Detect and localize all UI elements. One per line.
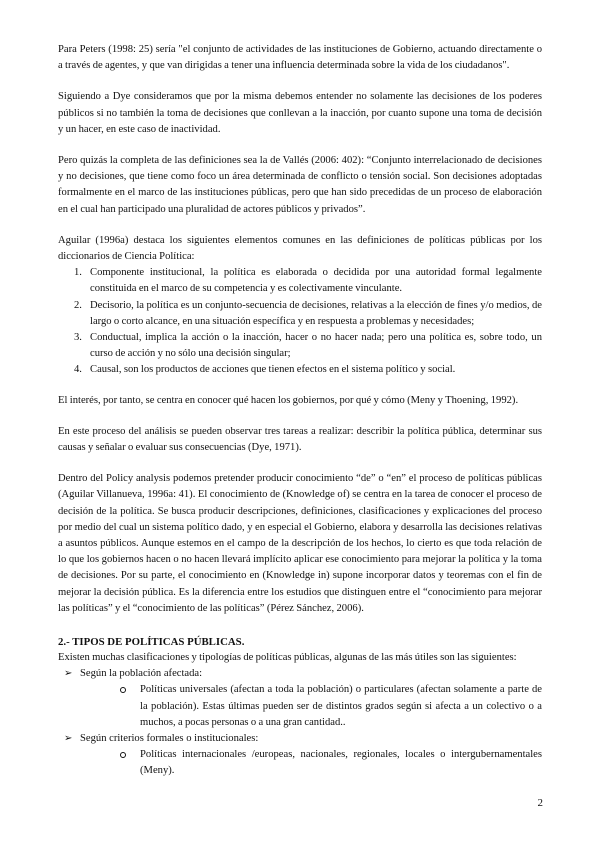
section-intro: Existen muchas clasificaciones y tipologías de políticas públicas, algunas de las más útiles son las siguientes: <box>58 652 517 664</box>
page-number: 2 <box>537 797 543 809</box>
types-sublist <box>80 747 542 779</box>
list-item-number: 2. <box>74 299 82 311</box>
sub-list-item-text: Políticas universales (afectan a toda la población) o particulares (afectan solamente a parte de la población). Estas últimas pueden ser de distintos grados según si afecta a un colectivo o a muchos, a pocas personas o a una gran cantidad.. <box>140 684 542 728</box>
arrow-bullet-icon: ➢ <box>64 732 73 744</box>
paragraph-policy-analysis: Dentro del Policy analysis podemos pretender producir conocimiento “de” o “en” el proceso de políticas públicas (Aguilar Villanueva, 1996a: 41). El conocimiento de (Knowledge of) se centra en la tarea de conocer el proceso de decisión de la política. Se busca producir descripciones, definiciones, clasificaciones y explicaciones del proceso por medio del cual un sistema político dado, y en especial el Gobierno, elabora y desarrolla las decisiones relativas a asuntos públicos. Aunque estemos en el campo de la descripción de los hechos, lo cierto es que toda relación de lo que los gobiernos hacen o no hacen llevará implícito aplicar ese conocimiento para mejorar la política y la toma de decisiones. Por su parte, el conocimiento en (Knowledge in) supone incorporar datos y teoremas con el fin de mejorar la decisión pública. Es la diferencia entre los estudios que distinguen entre el “conocimiento para mejorar las políticas” y el “conocimiento de las políticas” (Pérez Sánchez, 2006). <box>58 473 542 614</box>
sub-list-item <box>106 747 542 779</box>
types-sublist <box>80 682 542 731</box>
paragraph-aguilar-intro: Aguilar (1996a) destaca los siguientes elementos comunes en las definiciones de políticas públicas por los diccionarios de Ciencia Política: <box>58 234 542 263</box>
list-item <box>58 298 542 330</box>
list-item <box>58 265 542 297</box>
types-group-label: Según criterios formales o institucionales: <box>80 732 259 744</box>
circle-bullet-icon <box>120 687 126 693</box>
types-group <box>58 666 542 731</box>
list-item-text: Componente institucional, la política es elaborada o decidida por una autoridad formal legalmente constituida en el marco de su competencia y es colectivamente vinculante. <box>90 267 542 295</box>
types-list <box>58 666 542 779</box>
elements-list <box>58 265 542 378</box>
list-item-text: Conductual, implica la acción o la inacción, hacer o no hacer nada; pero una política es, sobre todo, un curso de acción y no sólo una decisión singular; <box>90 332 542 360</box>
page-body <box>58 42 542 779</box>
list-item <box>58 330 542 362</box>
paragraph-proceso: En este proceso del análisis se pueden observar tres tareas a realizar: describir la política pública, determinar sus causas y señalar o evaluar sus consecuencias (Dye, 1971). <box>58 425 542 454</box>
list-item <box>58 362 542 378</box>
list-item-text: Decisorio, la política es un conjunto-secuencia de decisiones, relativas a la elección de fines y/o medios, de largo o corto alcance, en una situación específica y en respuesta a problemas y necesidades; <box>90 299 542 327</box>
paragraph-dye: Siguiendo a Dye consideramos que por la misma debemos entender no solamente las decisiones de los poderes públicos si no también la toma de decisiones que conllevan a la inacción, por cuanto supone una toma de decisión y un hacer, en este caso de inactividad. <box>58 91 542 135</box>
list-item-text: Causal, son los productos de acciones que tienen efectos en el sistema político y social. <box>90 364 456 376</box>
circle-bullet-icon <box>120 752 126 758</box>
paragraph-valles: Pero quizás la completa de las definiciones sea la de Vallés (2006: 402): “Conjunto interrelacionado de decisiones y no decisiones, que tiene como foco un área determinada de conflicto o tensión social. Son decisiones adoptadas formalmente en el marco de las instituciones públicas, pero que han sido precedidas de un proceso de elaboración en el cual han participado una pluralidad de actores públicos y privados”. <box>58 155 542 215</box>
paragraph-interes: El interés, por tanto, se centra en conocer qué hacen los gobiernos, por qué y cómo (Meny y Thoening, 1992). <box>58 394 519 406</box>
types-group-label: Según la población afectada: <box>80 668 203 680</box>
list-item-number: 3. <box>74 332 82 344</box>
paragraph-peters: Para Peters (1998: 25) sería "el conjunto de actividades de las instituciones de Gobierno, actuando directamente o a través de agentes, y que van dirigidas a tener una influencia determinada sobre la vida de los ciudadanos". <box>58 44 542 72</box>
list-item-number: 1. <box>74 267 82 279</box>
types-group <box>58 731 542 779</box>
sub-list-item-text: Políticas internacionales /europeas, nacionales, regionales, locales o intergubernamentales (Meny). <box>140 748 542 777</box>
section-heading: 2.- TIPOS DE POLÍTICAS PÚBLICAS. <box>58 636 245 649</box>
sub-list-item <box>106 682 542 731</box>
arrow-bullet-icon: ➢ <box>64 668 73 680</box>
list-item-number: 4. <box>74 364 82 376</box>
